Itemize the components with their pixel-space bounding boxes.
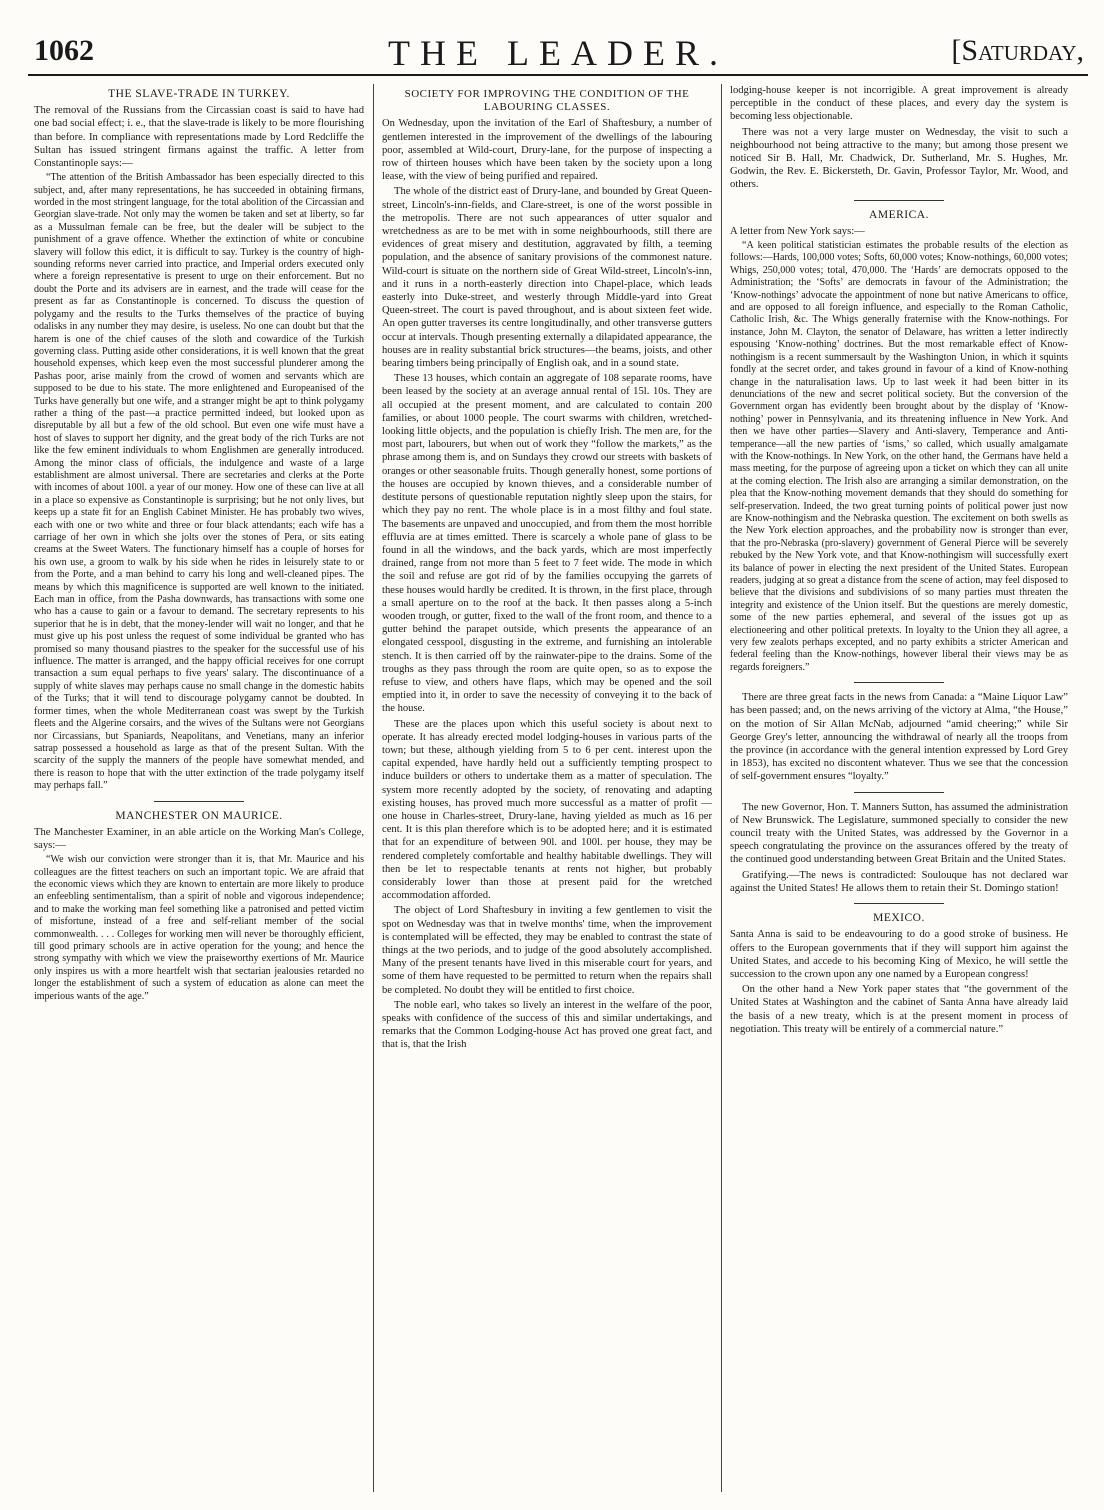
issue-day: [Saturday, xyxy=(951,34,1084,67)
column-3 xyxy=(730,84,1068,1494)
paragraph: The new Governor, Hon. T. Manners Sutton, has assumed the administration of New Brunswick. The Legislature, summoned specially to consider the new council treaty with the United States, was addressed by the Governor in a speech congratulating the province on the assurances offered by the treaty of the continued good understanding between Great Britain and the United States. xyxy=(730,801,1068,866)
paragraph: These are the places upon which this useful society is about next to operate. It has already erected model lodging-houses in various parts of the town; but these, although yielding from 5 to 6 per cent. interest upon the capital expended, have hardly held out a sufficiently tempting prospect to induce builders or others to undertake them as a matter of speculation. The system more recently adopted by the society, of renovating and adapting existing houses, has proved much more successful as a matter of profit — one house in Charles-street, Drury-lane, having yielded as much as 16 per cent. It is this plan therefore which is to be adopted here; and it is estimated that for an expenditure of between 90l. and 100l. per house, they may be rendered completely comfortable and healthy habitable dwellings. They will then be let to respectable tenants at rents not higher, but probably considerably lower than those at present paid for the wretched accommodation afforded. xyxy=(382,718,712,902)
section-divider xyxy=(854,903,944,904)
column-rule xyxy=(721,84,722,1492)
paragraph: The whole of the district east of Drury-lane, and bounded by Great Queen-street, Lincoln's-inn-fields, and Clare-street, is one of the worst possible in the metropolis. There are not such appearances of utter squalor and wretchedness as are to be met with in some neighbourhoods, still there are evidences of great misery and destitution, aggravated by filth, a teeming population, and the absence of sanitary provisions of the commonest nature. Wild-court is situate on the northern side of Great Wild-street, Lincoln's-inn, and it runs in a north-easterly direction into Chapel-place, which leads easterly into Duke-street, and westerly through Middle-yard into Great Queen-street. The court is paved throughout, and is about sixteen feet wide. An open gutter traverses its centre longitudinally, and other transverse gutters occur at intervals. Though presenting externally a dilapidated appearance, the houses are in reality substantial brick structures—the beams, joists, and other bearing timbers being principally of English oak, and in a sound state. xyxy=(382,186,712,370)
article-title: THE SLAVE-TRADE IN TURKEY. xyxy=(108,88,290,100)
quoted-letter: “The attention of the British Ambassador has been especially directed to this subject, and, after many representations, he has succeeded in obtaining firmans, worded in the most stringent language, for the total abolition of the Circassian and Georgian slave-trade. Not only may the women be taken and set at liberty, so far as a Mussulman female can be free, but the dealer will be subject to the punishment of a grave offence. Whether the extinction of white or concubine slavery will follow this edict, it is difficult to say. Turkey is the country of high-sounding reforms never carried into practice, and Imperial orders executed only where a foreign representative is present to urge on their enforcement. But no doubt the Porte and its advisers are in earnest, and the trade will cease for the present as far as Constantinople is concerned. To discuss the question of polygamy and the results to the Turks themselves of the practice of buying odalisks in any number they may desire, is useless. No one can doubt but that the harem is one of the chief causes of the sloth and cowardice of the Turkish governing class. Putting aside other considerations, it is well known that the great household expenses, which keep even the most successful plunderer among the Pashas poor, arise mainly from the crowd of women and servants which are supposed to be due to his state. The more enlightened and Europeanised of the Turks have generally but one wife, and a stranger might be apt to think polygamy rather a thing of the past—a practice permitted indeed, but looked upon as disreputable by all but a few of the old school. But even one wife must have a host of slaves to support her dignity, and the great body of the rich Turks are not like the few eminent individuals to whom Englishmen are generally introduced. Among the minor class of officials, the indulgence and waste of a large establishment are almost universal. There are secretaries and clerks at the Porte with incomes of about 100l. a year of our money. How one of these can live at all in a place so expensive as Constantinople is surprising; but he not only lives, but keeps up a state fit for an English Cabinet Minister. He has probably two wives, each with one or two white and three or four black attendants; each wife has a carriage of her own in which she jolts over the stones of Pera, or sits eating creams at the Sweet Waters. The functionary himself has a couple of horses for his own use, a groom to walk by his side when he rides in leisurely state to or from the Porte, and a man behind to carry his long and well-cleaned pipes. The means by which this magnificence is supported are well known to the initiated. Each man in office, from the Pasha downwards, has transactions with some one who has a cause to gain or a favour to demand. The secretary represents to his superior that he is in debt, that the money-lender will wait no longer, and that he must give up his post unless the request of some individual be granted who has promised so many thousand piastres to the speaker for the successful use of his influence. The matter is arranged, and the happy official receives for one corrupt transaction a sum equal perhaps to five years' salary. The discontinuance of a supply of white slaves may perhaps cause no small change in the domestic habits of the Turks; that it will tend to discourage polygamy cannot be doubted. In former times, when the whole Mediterranean coast was swept by the Turkish fleets and the Algerine corsairs, and the wives of the Sultans were not Georgians nor Circassians, but Spaniards, Neapolitans, and Venetians, many an inferior satrap possessed a household as large as that of the present Sultan. With the scarcity of the supply the manners of the people have somewhat mended, and there is reason to hope that with the utter extinction of the trade polygamy itself may perhaps fall.” xyxy=(34,172,364,792)
column-rule xyxy=(373,84,374,1492)
quoted-article: “We wish our conviction were stronger than it is, that Mr. Maurice and his colleagues are the fittest teachers on such an important topic. We are afraid that the economic views which they are known to entertain are more likely to produce an enfeebling sentimentalism, than a spirit of noble and vigorous independence; and to make the working man feel something like a patronised and petted victim of misfortune, instead of a free and self-reliant member of the social commonwealth. . . . Colleges for working men will never be thoroughly efficient, till good primary schools are in active operation for the young; and hence the strong sympathy with which we view the praiseworthy exertions of Mr. Maurice only inspires us with a more heartfelt wish that sectarian jealousies retarded no longer the establishment of such a system of education as alone can meet the imperious wants of the age.” xyxy=(34,854,364,1002)
article-title: AMERICA. xyxy=(869,208,929,221)
article-title: MEXICO. xyxy=(873,912,925,925)
paragraph: On Wednesday, upon the invitation of the Earl of Shaftesbury, a number of gentlemen interested in the improvement of the dwellings of the labouring poor, assembled at Wild-court, Drury-lane, for the purpose of inspecting a row of thirteen houses which have been taken by the society upon a long lease, with the view of being purified and repaired. xyxy=(382,118,712,183)
paragraph: The noble earl, who takes so lively an interest in the welfare of the poor, speaks with confidence of the success of this and similar undertakings, and remarks that the Common Lodging-house Act has proved one great fact, and that is, that the Irish xyxy=(382,999,712,1051)
column-2 xyxy=(382,84,712,1494)
paragraph: The Manchester Examiner, in an able article on the Working Man's College, says:— xyxy=(34,826,364,851)
newspaper-title: THE LEADER. xyxy=(388,33,728,73)
section-divider xyxy=(854,792,944,793)
paragraph: These 13 houses, which contain an aggregate of 108 separate rooms, have been leased by the society at an average annual rental of 15l. 10s. They are all occupied at the present moment, and are calculated to contain 200 families, or about 1000 people. The court swarms with children, wretched-looking little objects, and the population is chiefly Irish. The men are, for the most part, labourers, but when out of work they “follow the markets,” as the phrase among them is, and on Sundays they crowd our streets with baskets of oranges or other seasonable fruits. Though generally honest, some portions of the houses are occupied by known thieves, and a considerable number of destitute persons of questionable reputation nightly sleep upon the stairs, for which they pay no rent. The whole place is in a most filthy and foul state. The basements are unpaved and unoccupied, and from them the most horrible effluvia are at times emitted. There is scarcely a whole pane of glass to be found in all the windows, and the back yards, which are most imperfectly drained, range from not more than 5 feet to 7 feet wide. The mode in which the soil and refuse are got rid of by the families occupying the garrets of these houses would hardly be credited. It is thrown, in the first place, through a small aperture on to the roof at the back. It then passes along a 5-inch wooden trough, or gutter, fixed to the wall of the front room, and thence to a gutter behind the parapet outside, which presents the appearance of an elongated cesspool, disgusting in the extreme, and furnishing an intolerable stench. It is then carried off by the rainwater-pipe to the drains. Some of the troughs as they pass through the room are quite open, so as to expose the refuse to view, and others have flaps, which may be opened and the soil emptied into it, in order to save the necessity of conveying it to the back of the house. xyxy=(382,373,712,715)
paragraph: Santa Anna is said to be endeavouring to do a good stroke of business. He offers to the European governments that if they will support him against the United States, and accede to his becoming King of Mexico, he will settle the succession to the crown upon any one named by a European congress! xyxy=(730,929,1068,980)
quoted-letter: “A keen political statistician estimates the probable results of the election as follows:—Hards, 100,000 votes; Softs, 60,000 votes; Know-nothings, 60,000 votes; Whigs, 250,000 votes; total, 470,000. The ‘Hards’ are democrats opposed to the Administration; the ‘Softs’ are democrats in favour of the Administration; the ‘Know-nothings’ advocate the appointment of none but native Americans to office, and are opposed to all foreign influence, and especially to the Roman Catholic, Catholic Irish, &c. The Whigs generally fraternise with the Know-nothings. For instance, John M. Clayton, the senator of Delaware, has written a letter indirectly espousing ‘Know-nothing’ doctrines. But the most remarkable effect of Know-nothingism is a recent summersault by the Washington Union, in which it squints fondly at the secret order, and takes ground in favour of a kind of Know-nothing change in the naturalisation laws. Up to last week it had been bitter in its denunciations of the new and secret political society. But the conversion of the Government organ has evidently been brought about by the display of ‘Know-nothing’ power in Pennsylvania, and its threatening influence in New York. And then we have other parties—Slavery and Anti-slavery, Temperance and Anti-temperance—all the new parties of ‘isms,’ so called, which usually amalgamate with the Know-nothings. In New York, on the other hand, the Germans have held a mass meeting, for the purpose of agreeing upon a ticket on which they can all unite at the coming election. The Irish also are arranging a similar demonstration, on the plea that the Know-nothing movement demands that they should do something for self-preservation. Indeed, the two great turning points of political power just now are Know-nothingism and the Nebraska question. The excitement on both swells as the New York election approaches, and the probability now is stronger than ever, that the pro-Nebraska (pro-slavery) government of General Pierce will be severely rebuked by the New York vote, and that Know-nothingism will successfully exert its balance of power in electing the next president of the United States. European readers, judging at so great a distance from the scene of action, may feel disposed to believe that the divisions and subdivisions of so many parties must threaten the integrity and existence of the Union itself. But the questions are merely domestic, some of the new parties ephemeral, and several of the issues got up as electioneering and other political pretexts. In loyalty to the Union they all agree, a very few zealots perhaps excepted, and no party exhibits a stricter American and federal feeling than the Know-nothings, however liberal their views may be as regards foreigners.” xyxy=(730,240,1068,673)
section-divider xyxy=(854,682,944,683)
section-divider xyxy=(154,801,244,802)
paragraph: The removal of the Russians from the Circassian coast is said to have had one bad social effect; i. e., that the slave-trade is likely to be more flourishing than before. In compliance with representations made by Lord Redcliffe the Sultan has issued stringent firmans against the traffic. A letter from Constantinople says:— xyxy=(34,105,364,170)
paragraph: There was not a very large muster on Wednesday, the visit to such a neighbourhood not being attractive to the many; but among those present we noticed Sir B. Hall, Mr. Chadwick, Dr. Sutherland, Mr. S. Hughes, Mr. Godwin, the Rev. E. Bickersteth, Dr. Gavin, Professor Taylor, Mr. Wood, and others. xyxy=(730,126,1068,191)
paragraph: lodging-house keeper is not incorrigible. A great improvement is already perceptible in the conduct of these places, and every day the system is becoming less objectionable. xyxy=(730,85,1068,123)
paragraph: On the other hand a New York paper states that “the government of the United States at Washington and the cabinet of Santa Anna have already laid the basis of a new treaty, which is at the present moment in process of negotiation. This treaty will be entirely of a commercial nature.” xyxy=(730,984,1068,1035)
paragraph: There are three great facts in the news from Canada: a “Maine Liquor Law” has been passed; and, on the news arriving of the victory at Alma, “the House,” on the motion of Sir Allan McNab, adjourned “amid cheering;” while Sir George Grey's letter, announcing the withdrawal of nearly all the troops from the province (in accordance with the general intention expressed by Lord Grey in 1853), has excited no discontent whatever. Thus we see that the concession of self-government ensures “loyalty.” xyxy=(730,692,1068,783)
page-number: 1062 xyxy=(34,34,94,67)
masthead xyxy=(28,26,1088,76)
paragraph: A letter from New York says:— xyxy=(730,225,865,237)
paragraph: Gratifying.—The news is contradicted: Soulouque has not declared war against the United States! He allows them to retain their St. Domingo station! xyxy=(730,869,1068,894)
article-title: SOCIETY FOR IMPROVING THE CONDITION OF THE LABOURING CLASSES. xyxy=(404,88,690,114)
section-divider xyxy=(854,200,944,201)
column-1 xyxy=(34,84,364,1494)
article-title: MANCHESTER ON MAURICE. xyxy=(115,809,283,822)
paragraph: The object of Lord Shaftesbury in inviting a few gentlemen to visit the spot on Wednesday was that in twelve months' time, when the improvement is contemplated will be effected, they may be enabled to contrast the state of things at the two periods, and to judge of the good absolutely accomplished. Many of the present tenants have lived in this miserable court for years, and some of them have requested to be permitted to return when the repairs shall be completed. No doubt they will be entitled to first choice. xyxy=(382,905,712,996)
